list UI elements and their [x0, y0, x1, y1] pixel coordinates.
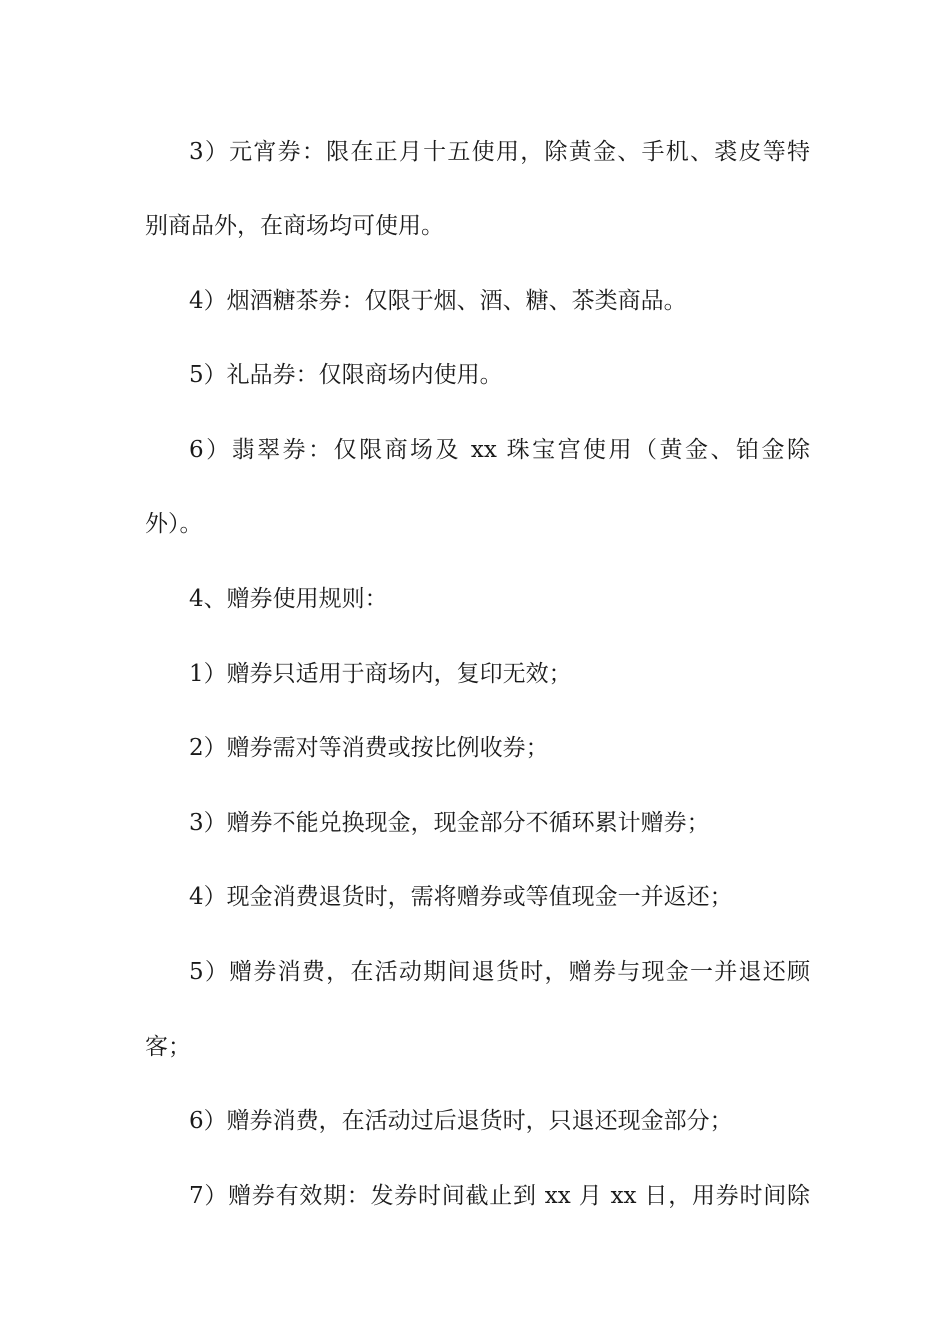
- paragraph-line: 4）烟酒糖茶券：仅限于烟、酒、糖、茶类商品。: [189, 288, 687, 314]
- paragraph-line: 别商品外，在商场均可使用。: [145, 213, 444, 239]
- paragraph-line: 客；: [145, 1034, 191, 1060]
- paragraph-line: 1）赠券只适用于商场内，复印无效；: [189, 661, 572, 687]
- section-heading: 4、赠券使用规则：: [189, 586, 388, 612]
- paragraph-line: 5）礼品券：仅限商场内使用。: [189, 362, 503, 388]
- paragraph-line: 外）。: [145, 511, 203, 537]
- paragraph-line: 3）赠券不能兑换现金，现金部分不循环累计赠券；: [189, 810, 710, 836]
- paragraph-line: 2）赠券需对等消费或按比例收券；: [189, 735, 549, 761]
- paragraph-line: 3）元宵券：限在正月十五使用，除黄金、手机、裘皮等特: [189, 139, 810, 165]
- paragraph-line: 6）翡翠券：仅限商场及 xx 珠宝宫使用（黄金、铂金除: [189, 437, 810, 463]
- paragraph-line: 6）赠券消费，在活动过后退货时，只退还现金部分；: [189, 1108, 733, 1134]
- paragraph-line: 5）赠券消费，在活动期间退货时，赠券与现金一并退还顾: [189, 959, 810, 985]
- paragraph-line: 4）现金消费退货时，需将赠券或等值现金一并返还；: [189, 884, 733, 910]
- paragraph-line: 7）赠券有效期：发券时间截止到 xx 月 xx 日，用券时间除: [189, 1183, 810, 1209]
